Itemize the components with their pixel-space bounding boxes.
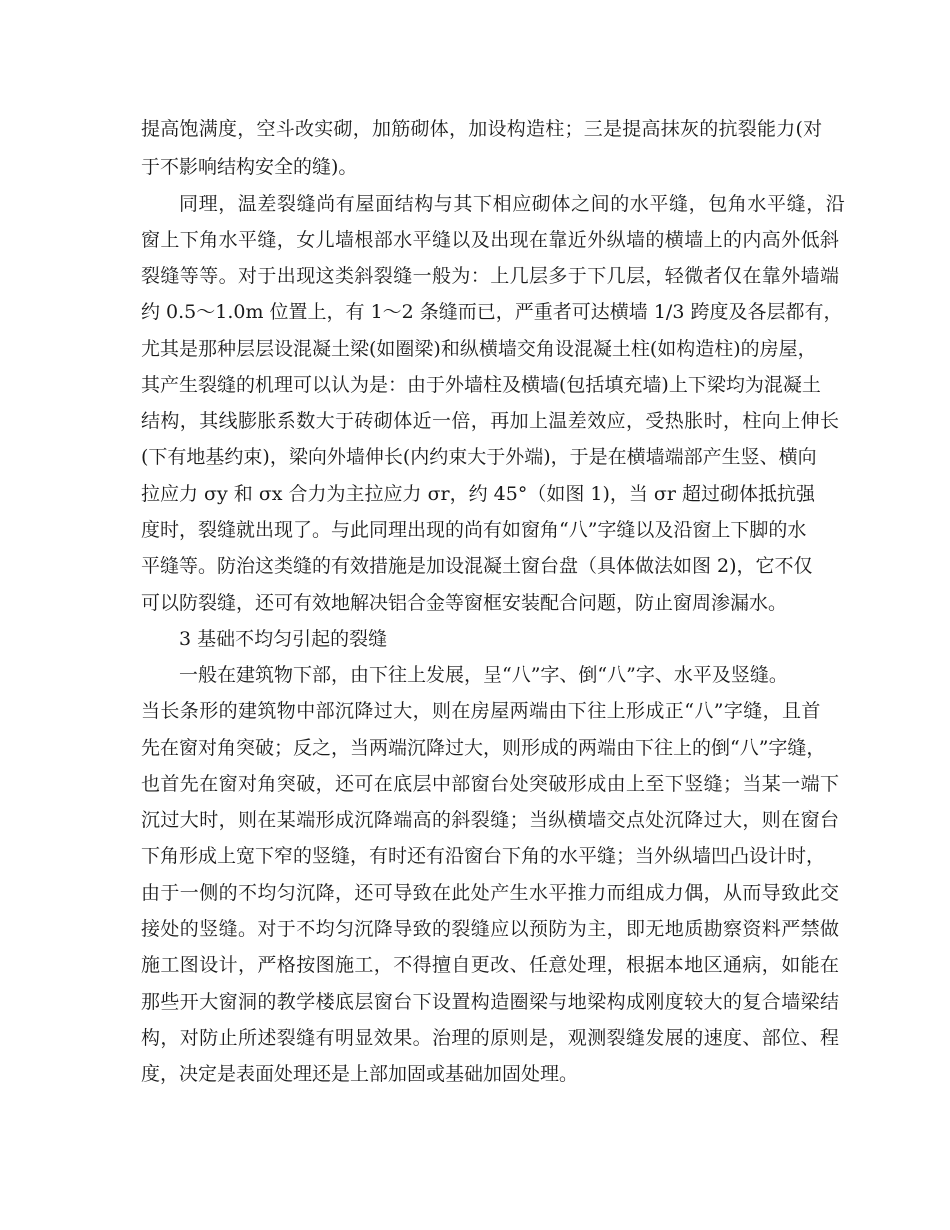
text-line: 一般在建筑物下部，由下往上发展，呈“八”字、倒“八”字、水平及竖缝。 [179, 664, 788, 686]
text-line: 施工图设计，严格按图施工，不得擅自更改、任意处理，根据本地区通病，如能在 [141, 954, 840, 976]
text-line: 提高饱满度，空斗改实砌，加筋砌体，加设构造柱；三是提高抹灰的抗裂能力(对 [141, 118, 823, 140]
text-line: 尤其是那种层层设混凝土梁(如圈梁)和纵横墙交角设混凝土柱(如构造柱)的房屋， [141, 338, 817, 360]
text-line: 下角形成上宽下窄的竖缝，有时还有沿窗台下角的水平缝；当外纵墙凹凸设计时， [141, 845, 826, 867]
text-line: 沉过大时，则在某端形成沉降端高的斜裂缝；当纵横墙交点处沉降过大，则在窗台 [141, 809, 840, 831]
text-line: 同理，温差裂缝尚有屋面结构与其下相应砌体之间的水平缝，包角水平缝，沿 [179, 193, 846, 215]
text-line: 那些开大窗洞的教学楼底层窗台下设置构造圈梁与地梁构成刚度较大的复合墙梁结 [141, 991, 840, 1013]
text-line: 拉应力 σy 和 σx 合力为主拉应力 σr，约 45°（如图 1)，当 σr 超过砌体抵抗强 [141, 483, 816, 505]
text-line: 裂缝等等。对于出现这类斜裂缝一般为：上几层多于下几层，轻微者仅在靠外墙端 [141, 265, 840, 287]
text-line: 约 0.5～1.0m 位置上，有 1～2 条缝而已，严重者可达横墙 1/3 跨度及各层都有， [141, 301, 843, 323]
text-line: 平缝等。防治这类缝的有效措施是加设混凝土窗台盘（具体做法如图 2)，它不仅 [141, 555, 813, 577]
text-line: 构，对防止所述裂缝有明显效果。治理的原则是，观测裂缝发展的速度、部位、程 [141, 1027, 840, 1049]
text-line: 结构，其线膨胀系数大于砖砌体近一倍，再加上温差效应，受热胀时，柱向上伸长 [141, 410, 840, 432]
text-line: 窗上下角水平缝，女儿墙根部水平缝以及出现在靠近外纵墙的横墙上的内高外低斜 [141, 229, 840, 251]
text-line: 先在窗对角突破；反之，当两端沉降过大，则形成的两端由下往上的倒“八”字缝， [141, 737, 826, 759]
text-line: 当长条形的建筑物中部沉降过大，则在房屋两端由下往上形成正“八”字缝，且首 [141, 700, 821, 722]
text-line: 可以防裂缝，还可有效地解决铝合金等窗框安装配合问题，防止窗周渗漏水。 [141, 592, 788, 614]
text-line: 度时，裂缝就出现了。与此同理出现的尚有如窗角“八”字缝以及沿窗上下脚的水 [141, 519, 807, 541]
text-line: (下有地基约束)，梁向外墙伸长(内约束大于外端)，于是在横墙端部产生竖、横向 [141, 446, 817, 468]
text-line: 其产生裂缝的机理可以认为是：由于外墙柱及横墙(包括填充墙)上下梁均为混凝土 [141, 374, 821, 396]
text-line: 于不影响结构安全的缝)。 [141, 156, 358, 178]
text-line: 接处的竖缝。对于不均匀沉降导致的裂缝应以预防为主，即无地质勘察资料严禁做 [141, 918, 840, 940]
text-line: 度，决定是表面处理还是上部加固或基础加固处理。 [141, 1063, 579, 1085]
text-line: 由于一侧的不均匀沉降，还可导致在此处产生水平推力而组成力偶，从而导致此交 [141, 882, 840, 904]
section-heading: 3 基础不均匀引起的裂缝 [179, 628, 388, 650]
text-line: 也首先在窗对角突破，还可在底层中部窗台处突破形成由上至下竖缝；当某一端下 [141, 773, 840, 795]
